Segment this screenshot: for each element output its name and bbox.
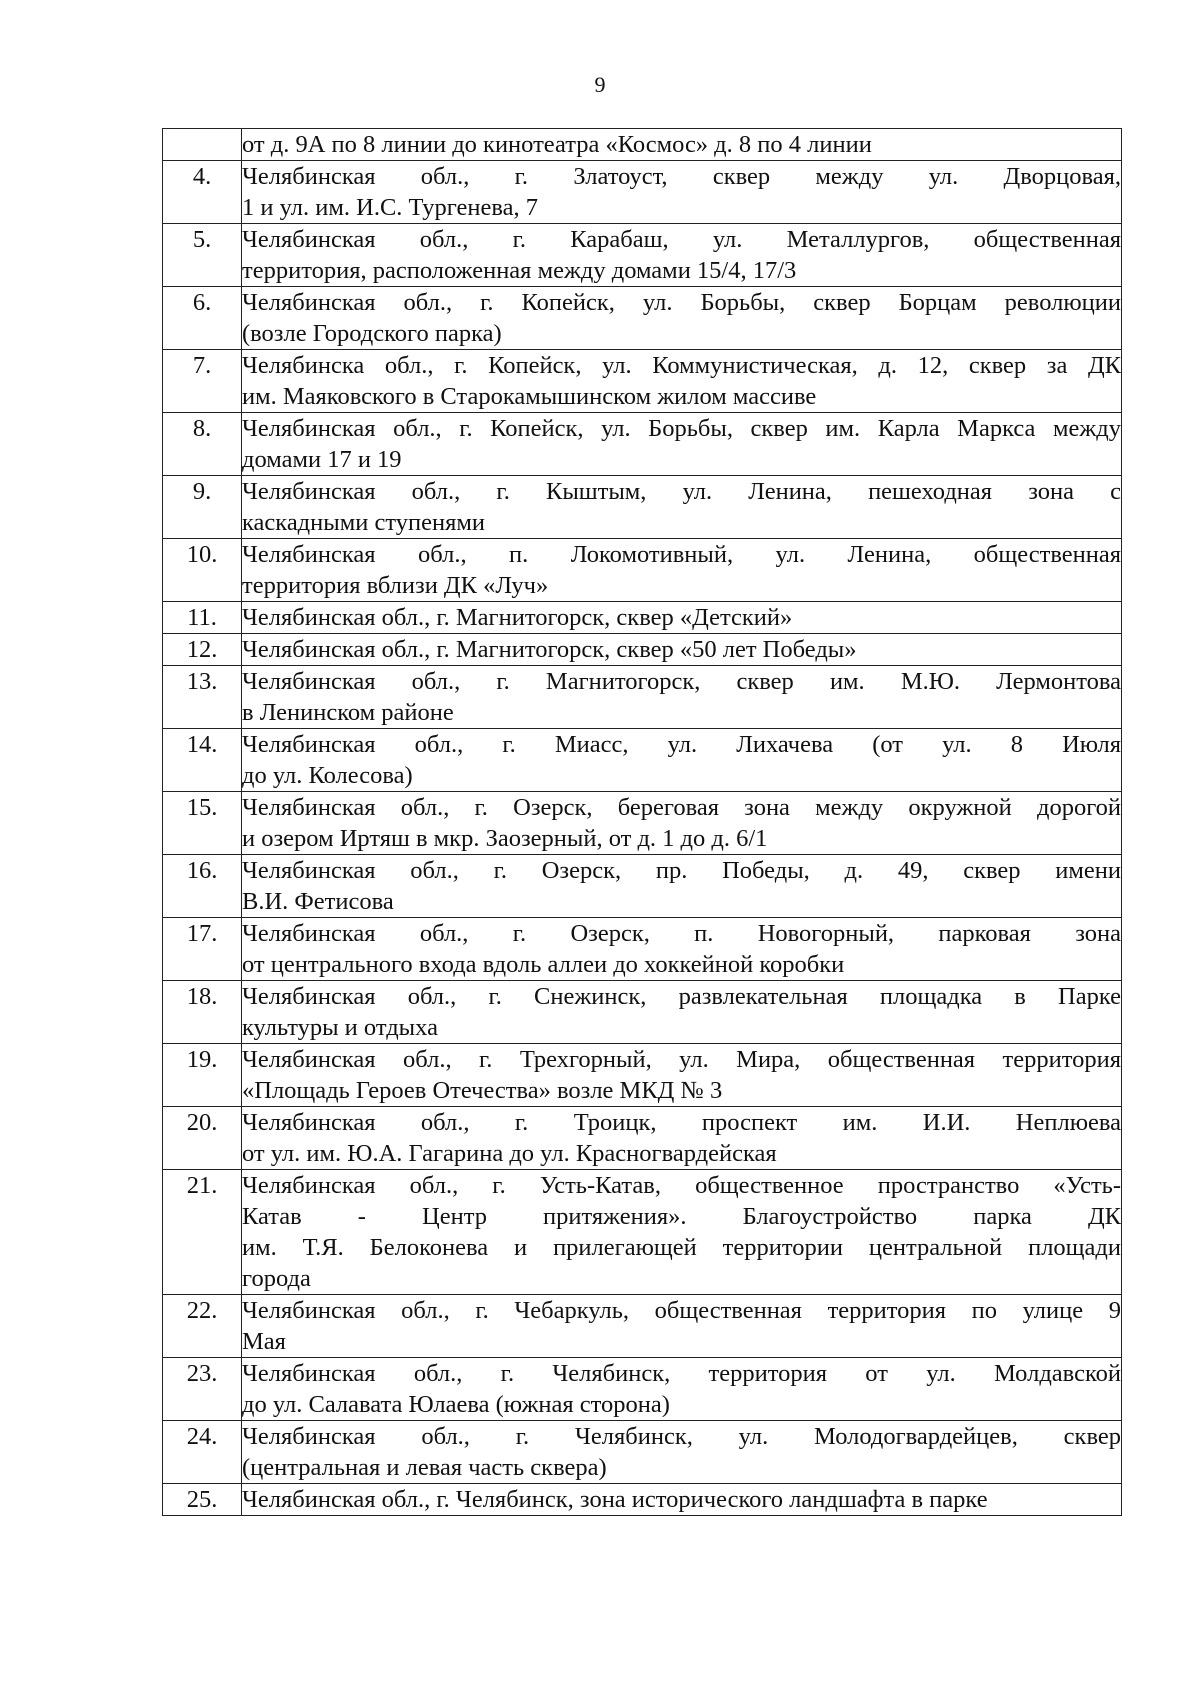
description-line: Челябинская обл., г. Трехгорный, ул. Мира, общественная территория — [242, 1046, 1121, 1073]
description-line: Челябинская обл., п. Локомотивный, ул. Ленина, общественная — [242, 541, 1121, 568]
row-number: 4. — [163, 161, 242, 224]
table-row — [163, 224, 1122, 287]
table-row — [163, 792, 1122, 855]
description-line: Челябинская обл., г. Кыштым, ул. Ленина, пешеходная зона с — [242, 478, 1121, 505]
description-line: Челябинская обл., г. Златоуст, сквер между ул. Дворцовая, — [242, 163, 1121, 190]
row-number: 6. — [163, 287, 242, 350]
description-line: до ул. Салавата Юлаева (южная сторона) — [242, 1391, 670, 1418]
description-line: культуры и отдыха — [242, 1014, 438, 1041]
row-number: 16. — [163, 855, 242, 918]
description-line: (возле Городского парка) — [242, 320, 502, 347]
row-number: 23. — [163, 1358, 242, 1421]
territories-table — [162, 128, 1122, 1516]
row-number: 13. — [163, 666, 242, 729]
table-row — [163, 161, 1122, 224]
row-number: 17. — [163, 918, 242, 981]
row-description — [242, 602, 1122, 634]
row-number: 12. — [163, 634, 242, 666]
table-row — [163, 666, 1122, 729]
row-number: 9. — [163, 476, 242, 539]
description-line: Челябинская обл., г. Челябинск, зона исторического ландшафта в парке — [242, 1486, 988, 1513]
description-line: Челябинская обл., г. Троицк, проспект им. И.И. Неплюева — [242, 1109, 1121, 1136]
row-description — [242, 161, 1122, 224]
description-line: территория, расположенная между домами 15/4, 17/3 — [242, 257, 797, 284]
row-description — [242, 981, 1122, 1044]
row-description — [242, 476, 1122, 539]
description-line: В.И. Фетисова — [242, 888, 394, 915]
row-description — [242, 792, 1122, 855]
row-description — [242, 666, 1122, 729]
description-line: Челябинская обл., г. Карабаш, ул. Металлургов, общественная — [242, 226, 1121, 253]
description-line: от центрального входа вдоль аллеи до хоккейной коробки — [242, 951, 845, 978]
description-line: 1 и ул. им. И.С. Тургенева, 7 — [242, 194, 538, 221]
row-number: 11. — [163, 602, 242, 634]
description-line: Челябинская обл., г. Магнитогорск, сквер им. М.Ю. Лермонтова — [242, 668, 1121, 695]
table-row — [163, 1484, 1122, 1516]
table-row — [163, 129, 1122, 161]
table-row — [163, 1044, 1122, 1107]
table-row — [163, 476, 1122, 539]
description-line: Челябинская обл., г. Магнитогорск, сквер «Детский» — [242, 604, 793, 631]
row-description — [242, 539, 1122, 602]
description-line: и озером Иртяш в мкр. Заозерный, от д. 1 до д. 6/1 — [242, 825, 768, 852]
description-line: им. Маяковского в Старокамышинском жилом массиве — [242, 383, 817, 410]
page-number: 9 — [594, 72, 606, 97]
row-description — [242, 1044, 1122, 1107]
description-line: каскадными ступенями — [242, 509, 485, 536]
table-row — [163, 981, 1122, 1044]
table-row — [163, 287, 1122, 350]
description-line: Челябинска обл., г. Копейск, ул. Коммунистическая, д. 12, сквер за ДК — [242, 352, 1121, 379]
row-number: 22. — [163, 1295, 242, 1358]
row-description — [242, 287, 1122, 350]
table-body — [163, 129, 1122, 1516]
row-number: 19. — [163, 1044, 242, 1107]
table-row — [163, 350, 1122, 413]
description-line: города — [242, 1265, 311, 1292]
description-line: Челябинская обл., г. Челябинск, ул. Молодогвардейцев, сквер — [242, 1423, 1121, 1450]
description-line: Челябинская обл., г. Чебаркуль, общественная территория по улице 9 — [242, 1297, 1121, 1324]
row-number: 18. — [163, 981, 242, 1044]
description-line: Челябинская обл., г. Озерск, пр. Победы, д. 49, сквер имени — [242, 857, 1121, 884]
row-number: 5. — [163, 224, 242, 287]
row-description — [242, 1358, 1122, 1421]
row-number: 15. — [163, 792, 242, 855]
table-row — [163, 1170, 1122, 1295]
row-number: 8. — [163, 413, 242, 476]
description-line: им. Т.Я. Белоконева и прилегающей территории центральной площади — [242, 1234, 1121, 1261]
row-description — [242, 129, 1122, 161]
description-line: Челябинская обл., г. Челябинск, территория от ул. Молдавской — [242, 1360, 1121, 1387]
table-row — [163, 539, 1122, 602]
row-description — [242, 634, 1122, 666]
description-line: Челябинская обл., г. Магнитогорск, сквер «50 лет Победы» — [242, 636, 857, 663]
table-row — [163, 1107, 1122, 1170]
description-line: до ул. Колесова) — [242, 762, 413, 789]
table-row — [163, 1358, 1122, 1421]
description-line: Челябинская обл., г. Усть-Катав, общественное пространство «Усть- — [242, 1172, 1121, 1199]
row-description — [242, 855, 1122, 918]
description-line: в Ленинском районе — [242, 699, 454, 726]
row-description — [242, 413, 1122, 476]
row-description — [242, 1421, 1122, 1484]
table-row — [163, 1421, 1122, 1484]
table-row — [163, 855, 1122, 918]
row-number: 20. — [163, 1107, 242, 1170]
row-number — [163, 129, 242, 161]
row-description — [242, 1484, 1122, 1516]
row-description — [242, 1295, 1122, 1358]
description-line: домами 17 и 19 — [242, 446, 402, 473]
row-description — [242, 224, 1122, 287]
row-number: 7. — [163, 350, 242, 413]
row-number: 25. — [163, 1484, 242, 1516]
description-line: Мая — [242, 1328, 286, 1355]
row-description — [242, 350, 1122, 413]
table-row — [163, 918, 1122, 981]
description-line: «Площадь Героев Отечества» возле МКД № 3 — [242, 1077, 723, 1104]
description-line: Челябинская обл., г. Копейск, ул. Борьбы, сквер Борцам революции — [242, 289, 1121, 316]
row-description — [242, 1107, 1122, 1170]
table-row — [163, 634, 1122, 666]
row-description — [242, 1170, 1122, 1295]
table-row — [163, 413, 1122, 476]
description-line: Челябинская обл., г. Озерск, береговая зона между окружной дорогой — [242, 794, 1121, 821]
description-line: Челябинская обл., г. Озерск, п. Новогорный, парковая зона — [242, 920, 1121, 947]
row-number: 24. — [163, 1421, 242, 1484]
description-line: территория вблизи ДК «Луч» — [242, 572, 549, 599]
table-row — [163, 729, 1122, 792]
description-line: от д. 9А по 8 линии до кинотеатра «Космос» д. 8 по 4 линии — [242, 131, 872, 158]
description-line: Челябинская обл., г. Миасс, ул. Лихачева (от ул. 8 Июля — [242, 731, 1121, 758]
row-number: 21. — [163, 1170, 242, 1295]
description-line: (центральная и левая часть сквера) — [242, 1454, 607, 1481]
description-line: Катав - Центр притяжения». Благоустройство парка ДК — [242, 1203, 1121, 1230]
row-description — [242, 729, 1122, 792]
row-number: 14. — [163, 729, 242, 792]
row-number: 10. — [163, 539, 242, 602]
description-line: Челябинская обл., г. Снежинск, развлекательная площадка в Парке — [242, 983, 1121, 1010]
description-line: от ул. им. Ю.А. Гагарина до ул. Красногвардейская — [242, 1140, 777, 1167]
description-line: Челябинская обл., г. Копейск, ул. Борьбы, сквер им. Карла Маркса между — [242, 415, 1121, 442]
table-row — [163, 602, 1122, 634]
table-row — [163, 1295, 1122, 1358]
row-description — [242, 918, 1122, 981]
